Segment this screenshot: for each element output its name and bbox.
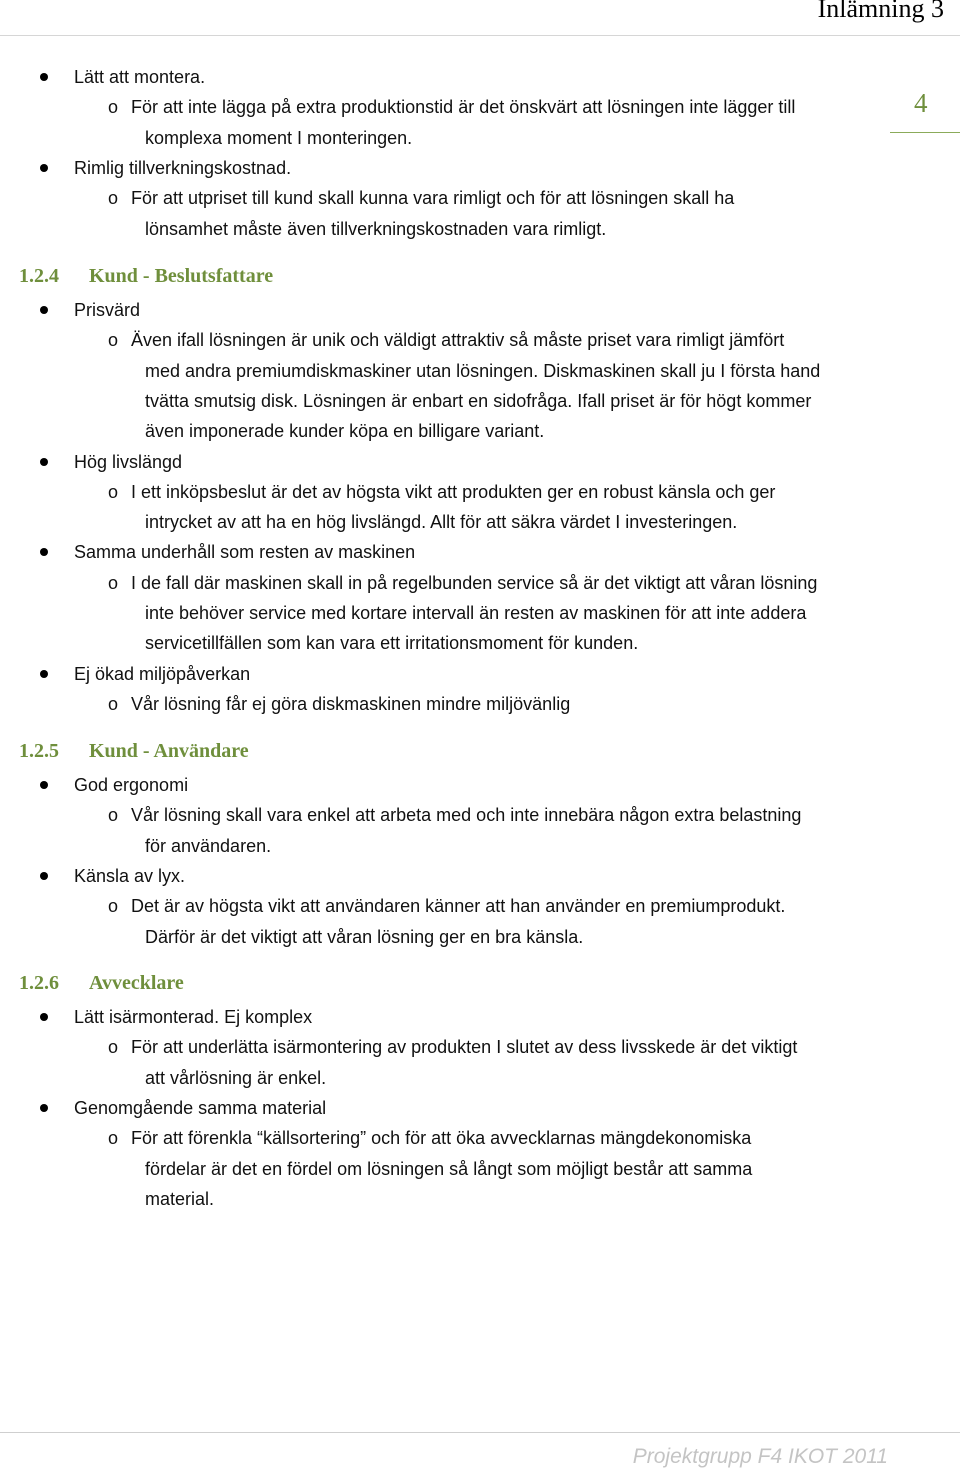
header-divider (0, 35, 960, 36)
sub-item-text: I ett inköpsbeslut är det av högsta vikt att produkten ger en robust känsla och ger (131, 481, 776, 502)
sub-bullet-icon: o (108, 896, 119, 917)
sub-item-text: material. (145, 1188, 215, 1209)
sub-bullet-icon: o (108, 805, 119, 826)
sub-item-text: med andra premiumdiskmaskiner utan lösningen. Diskmaskinen skall ju I första hand (145, 360, 821, 381)
list-item-label: God ergonomi (74, 775, 189, 795)
sub-item-text: För att utpriset till kund skall kunna vara rimligt och för att lösningen skall ha (131, 188, 735, 209)
sub-item-text: servicetillfällen som kan vara ett irritationsmoment för kunden. (145, 633, 639, 654)
sub-bullet-icon: o (108, 97, 119, 118)
list-item-label: Hög livslängd (74, 451, 183, 472)
sub-item-text: att vårlösning är enkel. (145, 1067, 327, 1088)
sub-item-text: Det är av högsta vikt att användaren känner att han använder en premiumprodukt. (131, 896, 786, 917)
sub-bullet-icon: o (108, 330, 119, 351)
footer-divider (0, 1432, 960, 1433)
document-header-title: Inlämning 3 (817, 0, 944, 23)
section-heading (19, 265, 273, 288)
bullet-icon (40, 670, 48, 678)
section-heading (19, 740, 249, 763)
bullet-icon (40, 548, 48, 556)
sub-item-text: fördelar är det en fördel om lösningen så långt som möjligt består att samma (145, 1158, 753, 1179)
section-number: 1.2.4 (19, 265, 59, 287)
sub-item-text: även imponerade kunder köpa en billigare variant. (145, 421, 545, 442)
sub-item-text: komplexa moment I monteringen. (145, 127, 413, 148)
page-number: 4 (914, 88, 928, 118)
bullet-icon (40, 781, 48, 789)
sub-bullet-icon: o (108, 1037, 119, 1058)
sub-item-text: lönsamhet måste även tillverkningskostnaden vara rimligt. (145, 218, 607, 239)
sub-item-text: inte behöver service med kortare intervall än resten av maskinen för att inte addera (145, 603, 807, 623)
section-heading (19, 972, 184, 995)
list-item-label: Känsla av lyx. (74, 865, 186, 886)
bullet-icon (40, 1104, 48, 1112)
list-item-label: Genomgående samma material (74, 1097, 327, 1118)
sub-item-text: För att inte lägga på extra produktionstid är det önskvärt att lösningen inte lägger till (131, 97, 796, 118)
bullet-icon (40, 306, 48, 314)
footer-text: Projektgrupp F4 IKOT 2011 (632, 1445, 888, 1468)
bullet-icon (40, 1013, 48, 1021)
sub-bullet-icon: o (108, 188, 119, 209)
section-title: Kund - Användare (89, 740, 249, 762)
sub-item-text: för användaren. (145, 835, 272, 856)
sub-bullet-icon: o (108, 572, 119, 593)
sub-item-text: Även ifall lösningen är unik och väldigt attraktiv så måste priset vara rimligt jämfört (131, 330, 785, 351)
section-title: Avvecklare (89, 972, 184, 994)
list-item-label: Samma underhåll som resten av maskinen (74, 542, 416, 563)
sub-item-text: För att underlätta isärmontering av produkten I slutet av dess livsskede är det viktigt (131, 1037, 798, 1058)
bullet-icon (40, 872, 48, 880)
section-number: 1.2.6 (19, 972, 59, 994)
sub-bullet-icon: o (108, 693, 119, 714)
section-title: Kund - Beslutsfattare (89, 265, 274, 287)
bullet-icon (40, 164, 48, 172)
bullet-icon (40, 458, 48, 466)
sub-item-text: För att förenkla “källsortering” och för att öka avvecklarnas mängdekonomiska (131, 1128, 752, 1149)
sub-item-text: intrycket av att ha en hög livslängd. Allt för att säkra värdet I investeringen. (145, 512, 738, 533)
sub-item-text: Vår lösning skall vara enkel att arbeta med och inte innebära någon extra belastning (131, 805, 802, 826)
sub-bullet-icon: o (108, 481, 119, 502)
sub-bullet-icon: o (108, 1128, 119, 1149)
page-number-divider (890, 132, 960, 133)
list-item-label: Ej ökad miljöpåverkan (74, 663, 251, 684)
section-number: 1.2.5 (19, 740, 59, 762)
list-item-label: Lätt isärmonterad. Ej komplex (74, 1007, 313, 1027)
sub-item-text: Vår lösning får ej göra diskmaskinen mindre miljövänlig (131, 693, 571, 714)
sub-item-text: Därför är det viktigt att våran lösning ger en bra känsla. (145, 926, 584, 947)
list-item-label: Rimlig tillverkningskostnad. (74, 157, 292, 178)
list-item-label: Prisvärd (74, 300, 141, 320)
list-item-label: Lätt att montera. (74, 67, 206, 87)
sub-item-text: I de fall där maskinen skall in på regelbunden service så är det viktigt att våran lösning (131, 572, 818, 593)
bullet-icon (40, 73, 48, 81)
sub-item-text: tvätta smutsig disk. Lösningen är enbart en sidofråga. Ifall priset är för högt kommer (145, 390, 812, 411)
